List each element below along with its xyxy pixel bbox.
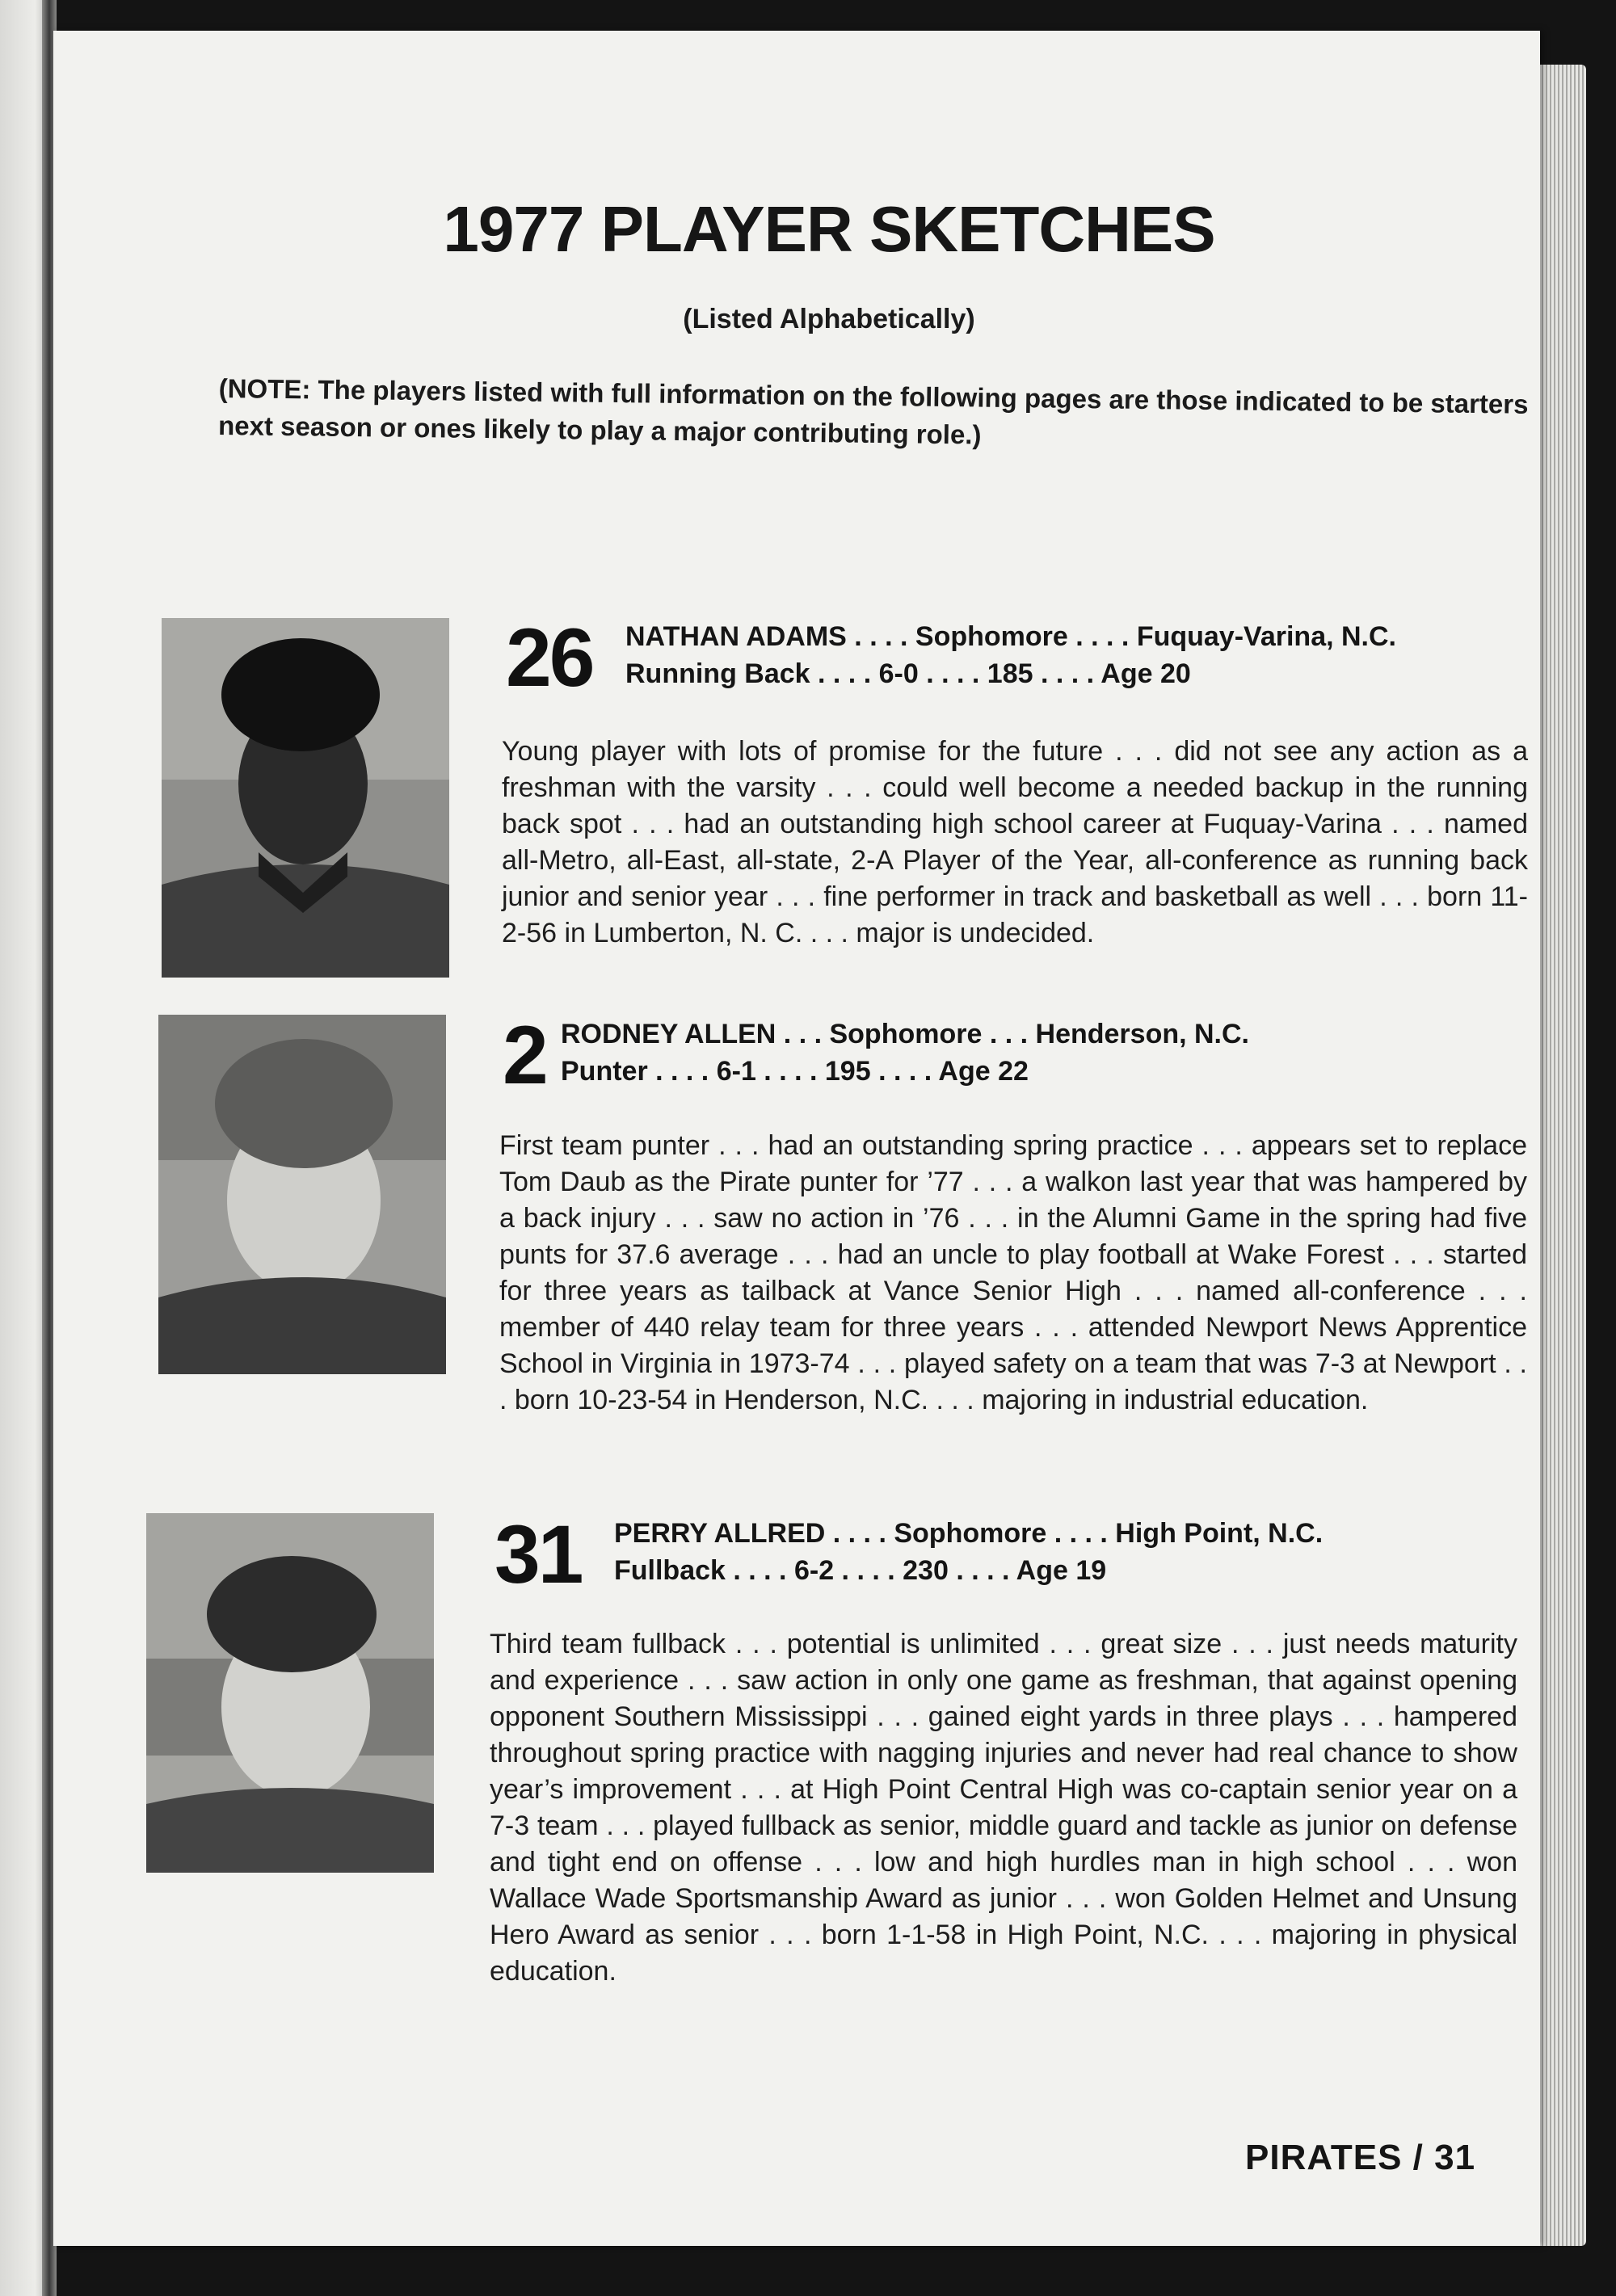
- player-weight: 230: [903, 1555, 949, 1586]
- player-line-2: Running Back . . . . 6-0 . . . . 185 . . . . Age 20: [625, 658, 1191, 689]
- jersey-number: 31: [494, 1508, 582, 1600]
- jersey-number: 26: [506, 612, 593, 704]
- player-position: Punter: [561, 1056, 648, 1087]
- player-photo-rodney-allen: [158, 1015, 446, 1374]
- portrait-placeholder-icon: [146, 1513, 434, 1873]
- page-subtitle: (Listed Alphabetically): [683, 304, 975, 334]
- player-hometown: Henderson, N.C.: [1035, 1019, 1249, 1049]
- portrait-placeholder-icon: [158, 1015, 446, 1374]
- page-title: 1977 PLAYER SKETCHES: [443, 193, 1215, 265]
- player-class: Sophomore: [915, 621, 1068, 652]
- player-height: 6-1: [716, 1056, 756, 1087]
- player-photo-nathan-adams: [162, 618, 449, 978]
- media-guide-page: [53, 31, 1540, 2246]
- player-age: Age 19: [1016, 1555, 1107, 1586]
- jersey-number: 2: [503, 1009, 546, 1101]
- player-header-perry-allred: [494, 1508, 1537, 1600]
- page-note: (NOTE: The players listed with full information on the following pages are those indicated to be starters next season or ones likely to play a major contributing role.): [217, 372, 1529, 450]
- player-weight: 185: [987, 658, 1033, 689]
- player-name: NATHAN ADAMS: [625, 621, 847, 652]
- player-name: RODNEY ALLEN: [561, 1019, 776, 1049]
- player-position: Running Back: [625, 658, 810, 689]
- player-header-rodney-allen: [503, 1009, 1540, 1101]
- player-name: PERRY ALLRED: [614, 1518, 826, 1549]
- player-bio-nathan-adams: Young player with lots of promise for the future . . . did not see any action as a freshman with the varsity . . . could well become a needed backup in the running back spot . . . had an outstanding high school career at Fuquay-Varina . . . named all-Metro, all-East, all-state, 2-A Player of the Year, all-conference as running back junior and senior year . . . fine performer in track and basketball as well . . . born 11-2-56 in Lumberton, N. C. . . . major is undecided.: [502, 736, 1528, 948]
- player-age: Age 22: [938, 1056, 1029, 1087]
- player-class: Sophomore: [829, 1019, 983, 1049]
- player-height: 6-0: [878, 658, 919, 689]
- player-height: 6-2: [793, 1555, 835, 1586]
- player-line-1: NATHAN ADAMS . . . . Sophomore . . . . Fuquay-Varina, N.C.: [625, 621, 1397, 652]
- player-position: Fullback: [614, 1555, 726, 1586]
- player-weight: 195: [824, 1056, 871, 1087]
- player-line-2: Fullback . . . . 6-2 . . . . 230 . . . . Age 19: [614, 1555, 1107, 1586]
- player-age: Age 20: [1100, 658, 1191, 689]
- player-line-2: Punter . . . . 6-1 . . . . 195 . . . . Age 22: [561, 1056, 1029, 1087]
- player-hometown: High Point, N.C.: [1115, 1518, 1324, 1549]
- player-bio-perry-allred: Third team fullback . . . potential is unlimited . . . great size . . . just needs maturity and experience . . . saw action in only one game as freshman, that against opening opponent Southern Mississippi . . . gained eight yards in three plays . . . hampered throughout spring practice with nagging injuries and never had real chance to show year’s improvement . . . at High Point Central High was co-captain senior year on a 7-3 team . . . played fullback as senior, middle guard and tackle as junior on defense and tight end on offense . . . low and high hurdles man in high school . . . won Wallace Wade Sportsmanship Award as junior . . . won Golden Helmet and Unsung Hero Award as senior . . . born 1-1-58 in High Point, N.C. . . . majoring in physical education.: [490, 1629, 1517, 1987]
- portrait-placeholder-icon: [162, 618, 449, 978]
- player-hometown: Fuquay-Varina, N.C.: [1136, 621, 1397, 652]
- page-folio: PIRATES / 31: [1245, 2138, 1476, 2177]
- player-photo-perry-allred: [146, 1513, 434, 1873]
- player-class: Sophomore: [894, 1518, 1047, 1549]
- player-line-1: RODNEY ALLEN . . . Sophomore . . . Henderson, N.C.: [561, 1019, 1249, 1049]
- player-header-nathan-adams: [506, 612, 1540, 704]
- player-bio-rodney-allen: First team punter . . . had an outstanding spring practice . . . appears set to replace Tom Daub as the Pirate punter for ’77 . . . a walkon last year that was hampered by a back injury . . . saw no action in ’76 . . . in the Alumni Game in the spring had five punts for 37.6 average . . . had an uncle to play football at Wake Forest . . . started for three years as tailback at Vance Senior High . . . named all-conference . . . member of 440 relay team for three years . . . attended Newport News Apprentice School in Virginia in 1973-74 . . . played safety on a team that was 7-3 at Newport . . . born 10-23-54 in Henderson, N.C. . . . majoring in industrial education.: [499, 1130, 1527, 1415]
- player-line-1: PERRY ALLRED . . . . Sophomore . . . . High Point, N.C.: [614, 1518, 1324, 1549]
